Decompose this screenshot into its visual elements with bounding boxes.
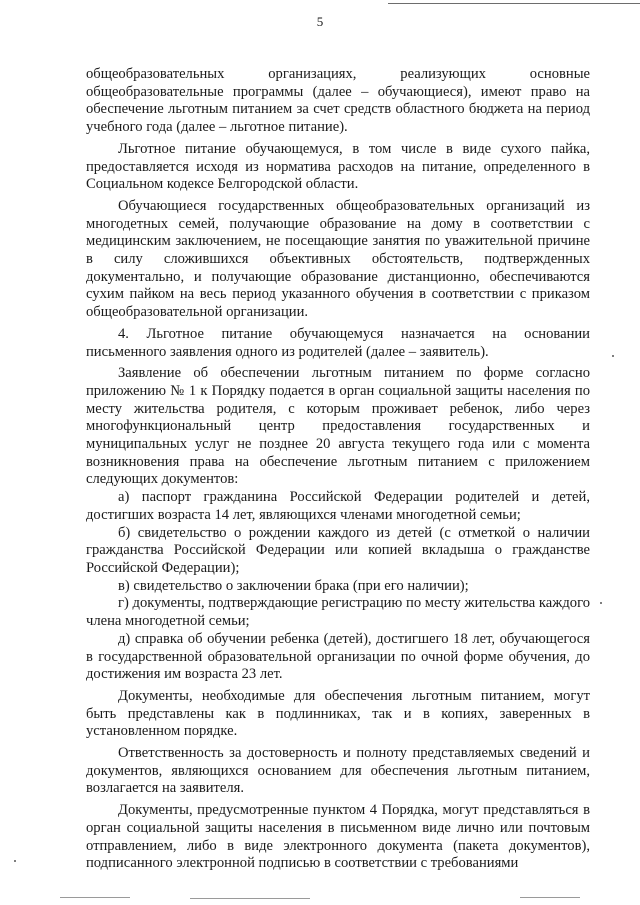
paragraph-3: Обучающиеся государственных общеобразовательных организаций из многодетных семей, получающие образование на дому в соответствии с медицинским заключением, не посещающие занятия по уважительной причине в силу сложившихся объективных обстоятельств, подтвержденных документально, и получающие образование дистанционно, обеспечиваются сухим пайком на весь период указанного обучения в соответствии с приказом общеобразовательной организации. <box>86 197 590 321</box>
paragraph-documents: Документы, необходимые для обеспечения льготным питанием, могут быть представлены как в подлинниках, так и в копиях, заверенных в установленном порядке. <box>86 687 590 740</box>
scan-speck-1 <box>612 355 614 357</box>
scan-line-bottom-2 <box>190 898 310 899</box>
list-item-b: б) свидетельство о рождении каждого из детей (с отметкой о наличии гражданства Российской Федерации или копией вкладыша о гражданстве Российской Федерации); <box>86 524 590 576</box>
paragraph-4: 4. Льготное питание обучающемуся назначается на основании письменного заявления одного из родителей (далее – заявитель). <box>86 325 590 360</box>
scan-line-bottom-3 <box>520 897 580 898</box>
paragraph-submission: Документы, предусмотренные пунктом 4 Порядка, могут представляться в орган социальной защиты населения в письменном виде лично или почтовым отправлением, либо в виде электронного документа (пакета документов), подписанного электронной подписью в соответствии с требованиями <box>86 802 590 872</box>
scan-speck-2 <box>600 602 602 604</box>
paragraph-5: Заявление об обеспечении льготным питанием по форме согласно приложению № 1 к Порядку подается в орган социальной защиты населения по месту жительства родителя, с которым проживает ребенок, либо через многофункциональный центр предоставления государственных и муниципальных услуг не позднее 20 августа текущего года или с момента возникновения права на обеспечение льготным питанием с приложением следующих документов: <box>86 365 590 488</box>
scan-speck-3 <box>14 860 16 862</box>
scan-line-top-right <box>388 3 640 4</box>
paragraph-1: общеобразовательных организациях, реализующих основные общеобразовательные программы (далее – обучающиеся), имеют право на обеспечение льготным питанием за счет средств областного бюджета на период учебного года (далее – льготное питание). <box>86 66 590 136</box>
list-item-d: д) справка об обучении ребенка (детей), достигшего 18 лет, обучающегося в государственной образовательной организации по очной форме обучения, до достижения им возраста 23 лет. <box>86 630 590 683</box>
paragraph-2: Льготное питание обучающемуся, в том числе в виде сухого пайка, предоставляется исходя из норматива расходов на питание, определенного в Социальном кодексе Белгородской области. <box>86 140 590 193</box>
list-item-v: в) свидетельство о заключении брака (при его наличии); <box>118 577 469 594</box>
paragraph-responsibility: Ответственность за достоверность и полноту представляемых сведений и документов, являющихся основанием для обеспечения льготным питанием, возлагается на заявителя. <box>86 745 590 797</box>
scan-line-bottom <box>60 897 130 898</box>
document-text <box>86 66 590 873</box>
list-item-g: г) документы, подтверждающие регистрацию по месту жительства каждого члена многодетной семьи; <box>86 595 590 630</box>
page-number: 5 <box>316 14 324 29</box>
list-item-a: а) паспорт гражданина Российской Федерации родителей и детей, достигших возраста 14 лет, являющихся членами многодетной семьи; <box>86 489 590 523</box>
